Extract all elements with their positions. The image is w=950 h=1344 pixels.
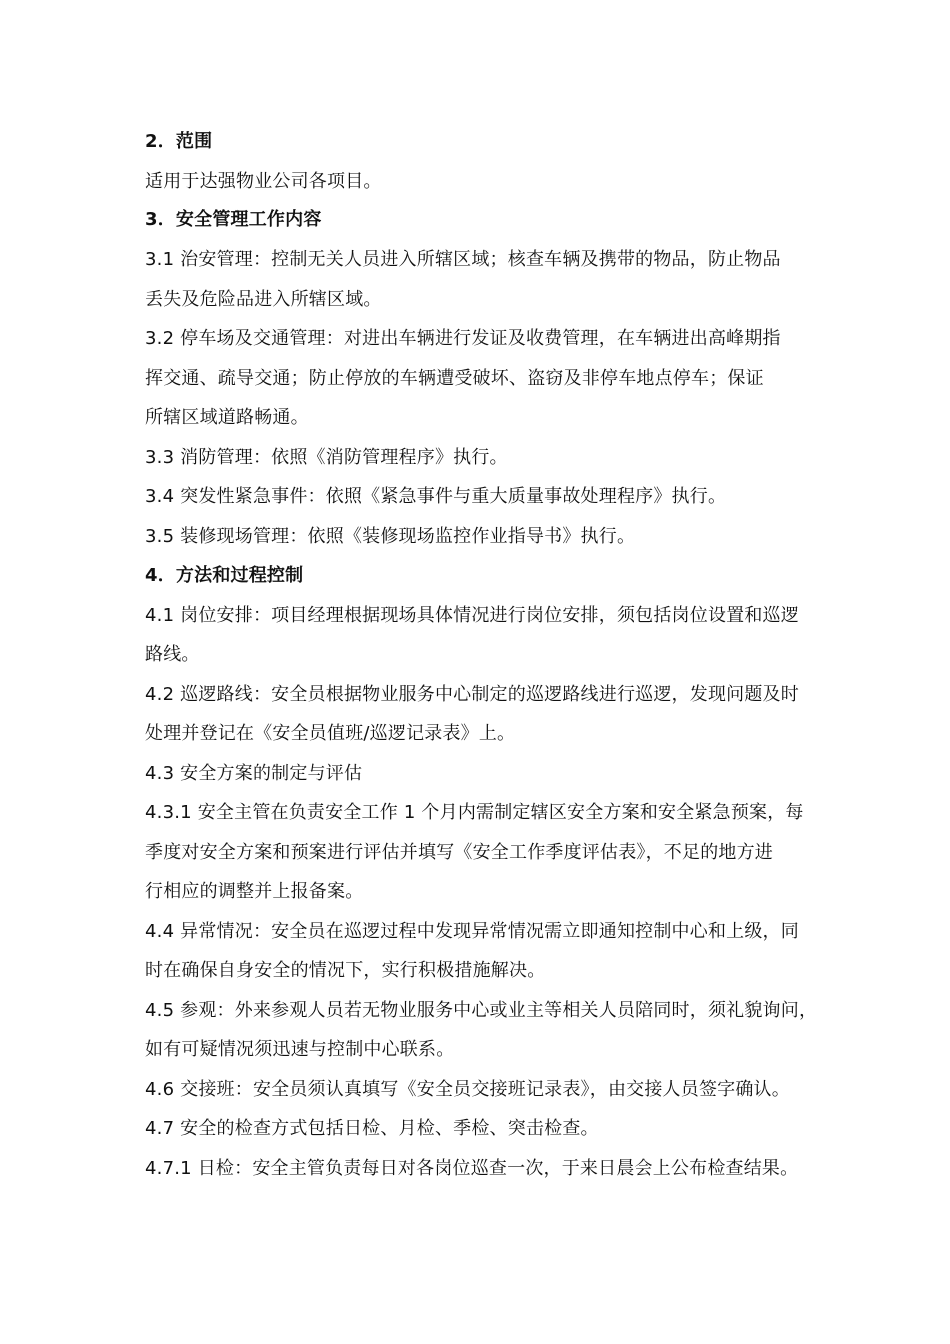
paragraph-line: 所辖区域道路畅通。 xyxy=(145,407,309,428)
paragraph-line: 挥交通、疏导交通；防止停放的车辆遭受破坏、盗窃及非停车地点停车；保证 xyxy=(145,368,764,389)
paragraph-line: 3.3 消防管理：依照《消防管理程序》执行。 xyxy=(145,447,508,468)
section-heading-methods: 4．方法和过程控制 xyxy=(145,565,304,586)
paragraph-line: 时在确保自身安全的情况下，实行积极措施解决。 xyxy=(145,960,546,981)
section-heading-scope: 2．范围 xyxy=(145,131,213,152)
paragraph-line: 4.5 参观：外来参观人员若无物业服务中心或业主等相关人员陪同时，须礼貌询问， xyxy=(145,1000,818,1021)
paragraph-line: 4.1 岗位安排：项目经理根据现场具体情况进行岗位安排，须包括岗位设置和巡逻 xyxy=(145,605,799,626)
paragraph-line: 路线。 xyxy=(145,644,200,665)
paragraph-line: 4.6 交接班：安全员须认真填写《安全员交接班记录表》，由交接人员签字确认。 xyxy=(145,1079,790,1100)
paragraph-line: 4.4 异常情况：安全员在巡逻过程中发现异常情况需立即通知控制中心和上级，同 xyxy=(145,921,799,942)
paragraph-line: 处理并登记在《安全员值班/巡逻记录表》上。 xyxy=(145,723,516,744)
section-heading-safety-content: 3．安全管理工作内容 xyxy=(145,209,322,230)
paragraph-line: 4.7 安全的检查方式包括日检、月检、季检、突击检查。 xyxy=(145,1118,599,1139)
paragraph-line: 丢失及危险品进入所辖区域。 xyxy=(145,289,382,310)
paragraph-line: 3.5 装修现场管理：依照《装修现场监控作业指导书》执行。 xyxy=(145,526,636,547)
paragraph-line: 4.3 安全方案的制定与评估 xyxy=(145,763,363,784)
paragraph-line: 4.3.1 安全主管在负责安全工作 1 个月内需制定辖区安全方案和安全紧急预案，每 xyxy=(145,802,804,823)
paragraph-line: 3.4 突发性紧急事件：依照《紧急事件与重大质量事故处理程序》执行。 xyxy=(145,486,727,507)
paragraph-line: 行相应的调整并上报备案。 xyxy=(145,881,364,902)
paragraph-scope: 适用于达强物业公司各项目。 xyxy=(145,171,382,192)
paragraph-line: 如有可疑情况须迅速与控制中心联系。 xyxy=(145,1039,455,1060)
paragraph-line: 4.7.1 日检：安全主管负责每日对各岗位巡查一次，于来日晨会上公布检查结果。 xyxy=(145,1158,799,1179)
paragraph-line: 季度对安全方案和预案进行评估并填写《安全工作季度评估表》，不足的地方进 xyxy=(145,842,773,863)
paragraph-line: 3.2 停车场及交通管理：对进出车辆进行发证及收费管理，在车辆进出高峰期指 xyxy=(145,328,781,349)
paragraph-line: 4.2 巡逻路线：安全员根据物业服务中心制定的巡逻路线进行巡逻，发现问题及时 xyxy=(145,684,799,705)
paragraph-line: 3.1 治安管理：控制无关人员进入所辖区域；核查车辆及携带的物品，防止物品 xyxy=(145,249,781,270)
